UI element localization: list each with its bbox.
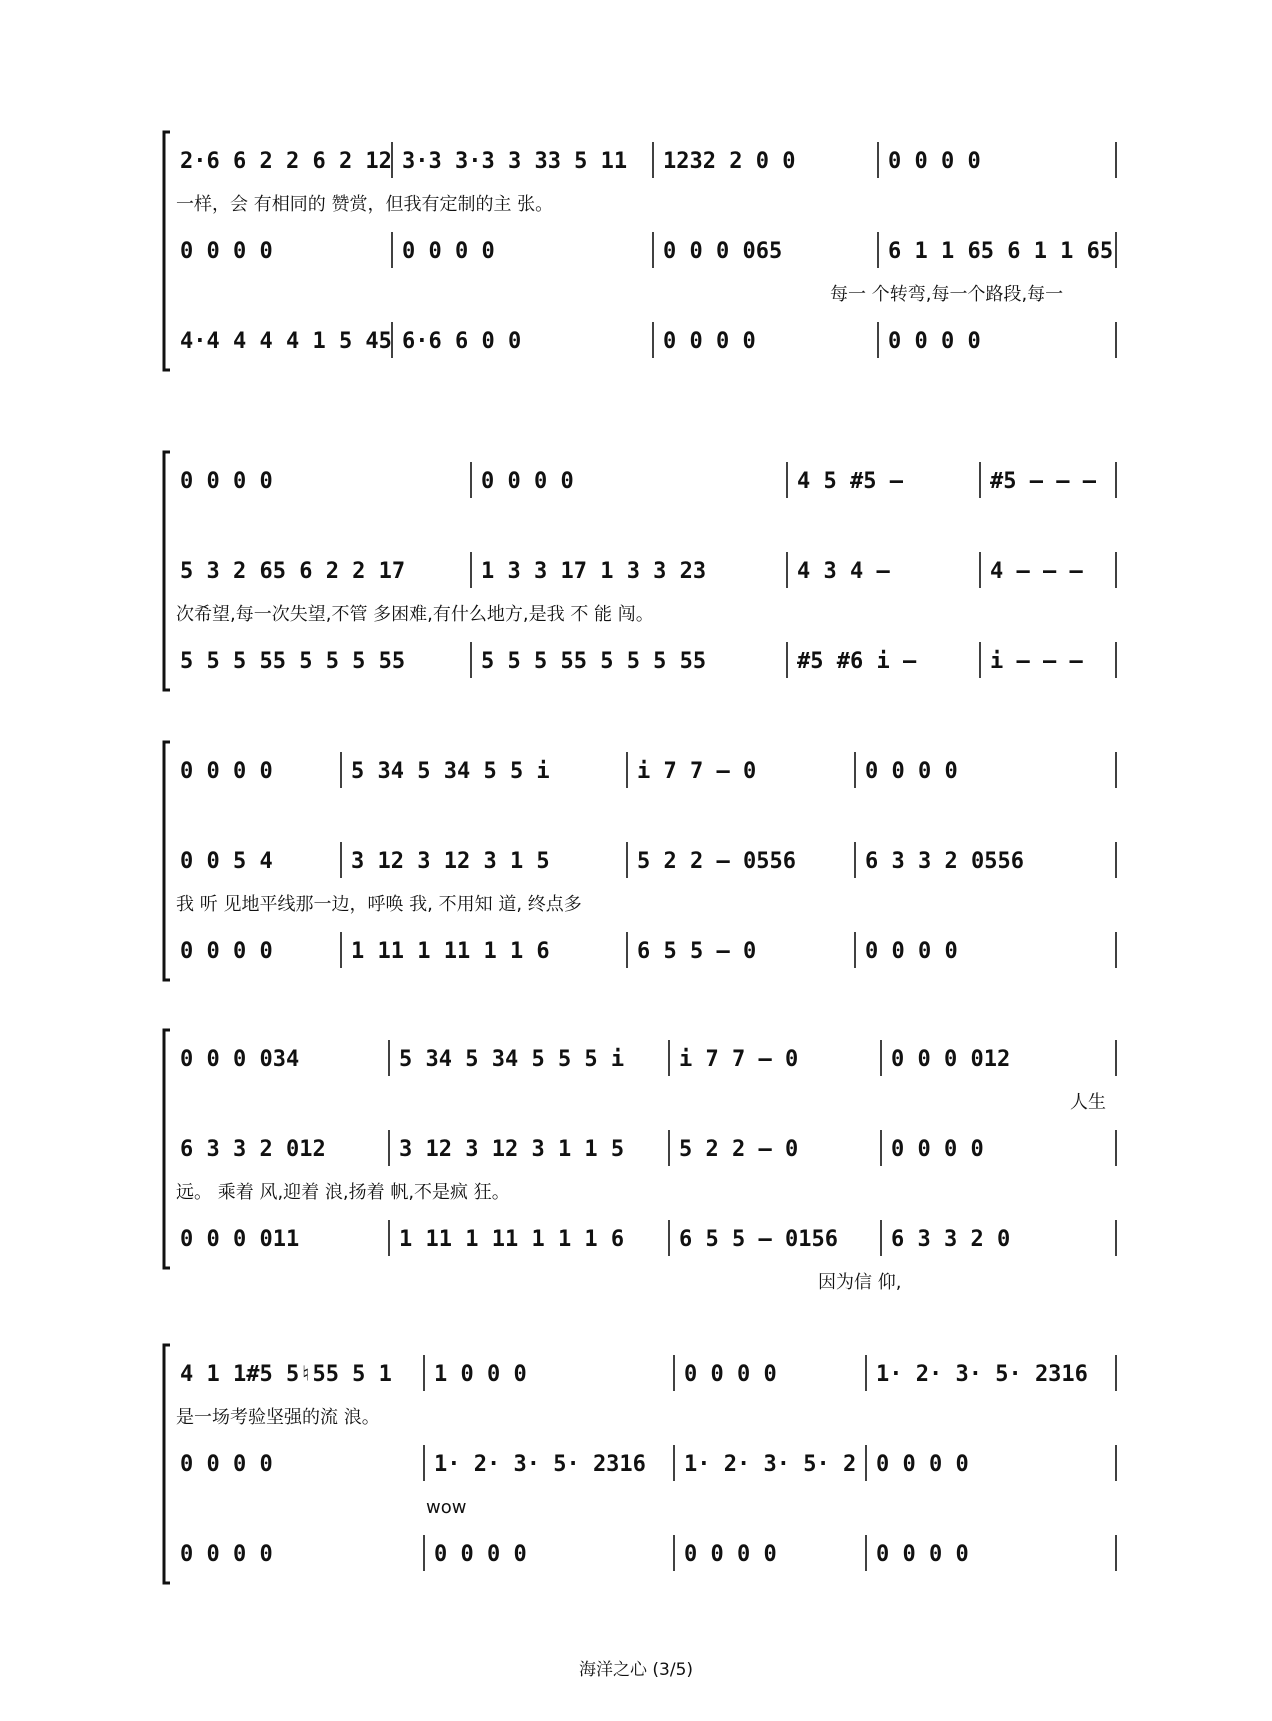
measure: 0 0 0 0: [434, 1542, 527, 1567]
lyric-line: 是一场考验坚强的流 浪。: [176, 1407, 380, 1428]
measure: 0 0 0 0: [180, 1542, 273, 1567]
measure: 5 5 5 55 5 5 5 55: [180, 649, 406, 674]
measure: 0 0 0 011: [180, 1227, 300, 1252]
measure: 1 11 1 11 1 1 6: [351, 939, 550, 964]
system-bracket: [164, 452, 170, 690]
system: [164, 132, 1116, 370]
measure: 0 0 0 0: [663, 329, 756, 354]
lyric-line: 人生: [1070, 1092, 1106, 1113]
measure: 0 0 0 0: [876, 1452, 969, 1477]
measure: 0 0 0 012: [891, 1047, 1011, 1072]
measure: 1· 2· 3· 5· 2316: [876, 1362, 1088, 1387]
measure: 0 0 0 0: [684, 1542, 777, 1567]
system: [164, 742, 1116, 980]
measure: 0 0 0 0: [888, 149, 981, 174]
system-bracket: [164, 132, 170, 370]
measure: 0 0 0 0: [876, 1542, 969, 1567]
measure: 0 0 0 0: [402, 239, 495, 264]
lyric-line: wow: [426, 1497, 467, 1518]
measure: 4 – – –: [990, 559, 1083, 584]
system-bracket: [164, 1345, 170, 1583]
measure: 4 5 #5 –: [797, 469, 903, 494]
measure: 0 0 0 0: [891, 1137, 984, 1162]
measure: 5 2 2 – 0556: [637, 849, 796, 874]
measure: 0 0 0 0: [180, 1452, 273, 1477]
measure: 0 0 5 4: [180, 849, 273, 874]
measure: 0 0 0 0: [180, 469, 273, 494]
measure: 0 0 0 0: [865, 759, 958, 784]
lyric-line: 我 听 见地平线那一边，呼唤 我, 不用知 道, 终点多: [176, 894, 582, 915]
measure: 6 3 3 2 012: [180, 1137, 326, 1162]
measure: 0 0 0 065: [663, 239, 783, 264]
measure: i 7 7 – 0: [637, 759, 757, 784]
measure: 6 3 3 2 0556: [865, 849, 1024, 874]
lyric-line: 一样，会 有相同的 赞赏，但我有定制的主 张。: [176, 194, 554, 215]
measure: 0 0 0 0: [865, 939, 958, 964]
measure: 0 0 0 034: [180, 1047, 300, 1072]
measure: 5 2 2 – 0: [679, 1137, 799, 1162]
system-bracket: [164, 1030, 170, 1268]
measure: 3 12 3 12 3 1 5: [351, 849, 550, 874]
system: [164, 1345, 1116, 1583]
measure: 0 0 0 0: [888, 329, 981, 354]
measure: 5 5 5 55 5 5 5 55: [481, 649, 707, 674]
measure: 0 0 0 0: [481, 469, 574, 494]
measure: 1· 2· 3· 5· 2316: [434, 1452, 646, 1477]
system-bracket: [164, 742, 170, 980]
measure: 6 1 1 65 6 1 1 65: [888, 239, 1114, 264]
measure: 3·3 3·3 3 33 5 11: [402, 149, 628, 174]
system: [164, 452, 1116, 690]
measure: #5 #6 i –: [797, 649, 917, 674]
measure: 0 0 0 0: [180, 759, 273, 784]
measure: 0 0 0 0: [684, 1362, 777, 1387]
measure: 5 34 5 34 5 5 i: [351, 759, 550, 784]
system: [164, 1030, 1116, 1293]
measure: 3 12 3 12 3 1 1 5: [399, 1137, 625, 1162]
measure: 6 5 5 – 0156: [679, 1227, 838, 1252]
measure: 0 0 0 0: [180, 239, 273, 264]
measure: 4·4 4 4 4 1 5 45: [180, 329, 392, 354]
measure: 6·6 6 0 0: [402, 329, 522, 354]
measure: 1 3 3 17 1 3 3 23: [481, 559, 707, 584]
measure: 6 3 3 2 0: [891, 1227, 1011, 1252]
measure: 4 3 4 –: [797, 559, 890, 584]
measure: 1· 2· 3· 5· 2: [684, 1452, 857, 1477]
measure: #5 – – –: [990, 469, 1096, 494]
lyric-line: 次希望,每一次失望,不管 多困难,有什么地方,是我 不 能 闯。: [176, 604, 654, 625]
measure: i 7 7 – 0: [679, 1047, 799, 1072]
measure: 1 11 1 11 1 1 1 6: [399, 1227, 625, 1252]
measure: 0 0 0 0: [180, 939, 273, 964]
lyric-line: 每一 个转弯,每一个路段,每一: [830, 284, 1064, 305]
page-footer: 海洋之心 (3/5): [578, 1660, 694, 1680]
measure: 5 3 2 65 6 2 2 17: [180, 559, 406, 584]
measure: 4 1 1#5 5♮55 5 1: [180, 1362, 392, 1387]
measure: 2·6 6 2 2 6 2 12: [180, 149, 392, 174]
measure: 6 5 5 – 0: [637, 939, 757, 964]
measure: i – – –: [990, 649, 1083, 674]
measure: 1232 2 0 0: [663, 149, 796, 174]
measure: 5 34 5 34 5 5 5 i: [399, 1047, 625, 1072]
lyric-line: 远。 乘着 风,迎着 浪,扬着 帆,不是疯 狂。: [176, 1182, 510, 1203]
lyric-line: 因为信 仰,: [818, 1272, 902, 1293]
measure: 1 0 0 0: [434, 1362, 527, 1387]
